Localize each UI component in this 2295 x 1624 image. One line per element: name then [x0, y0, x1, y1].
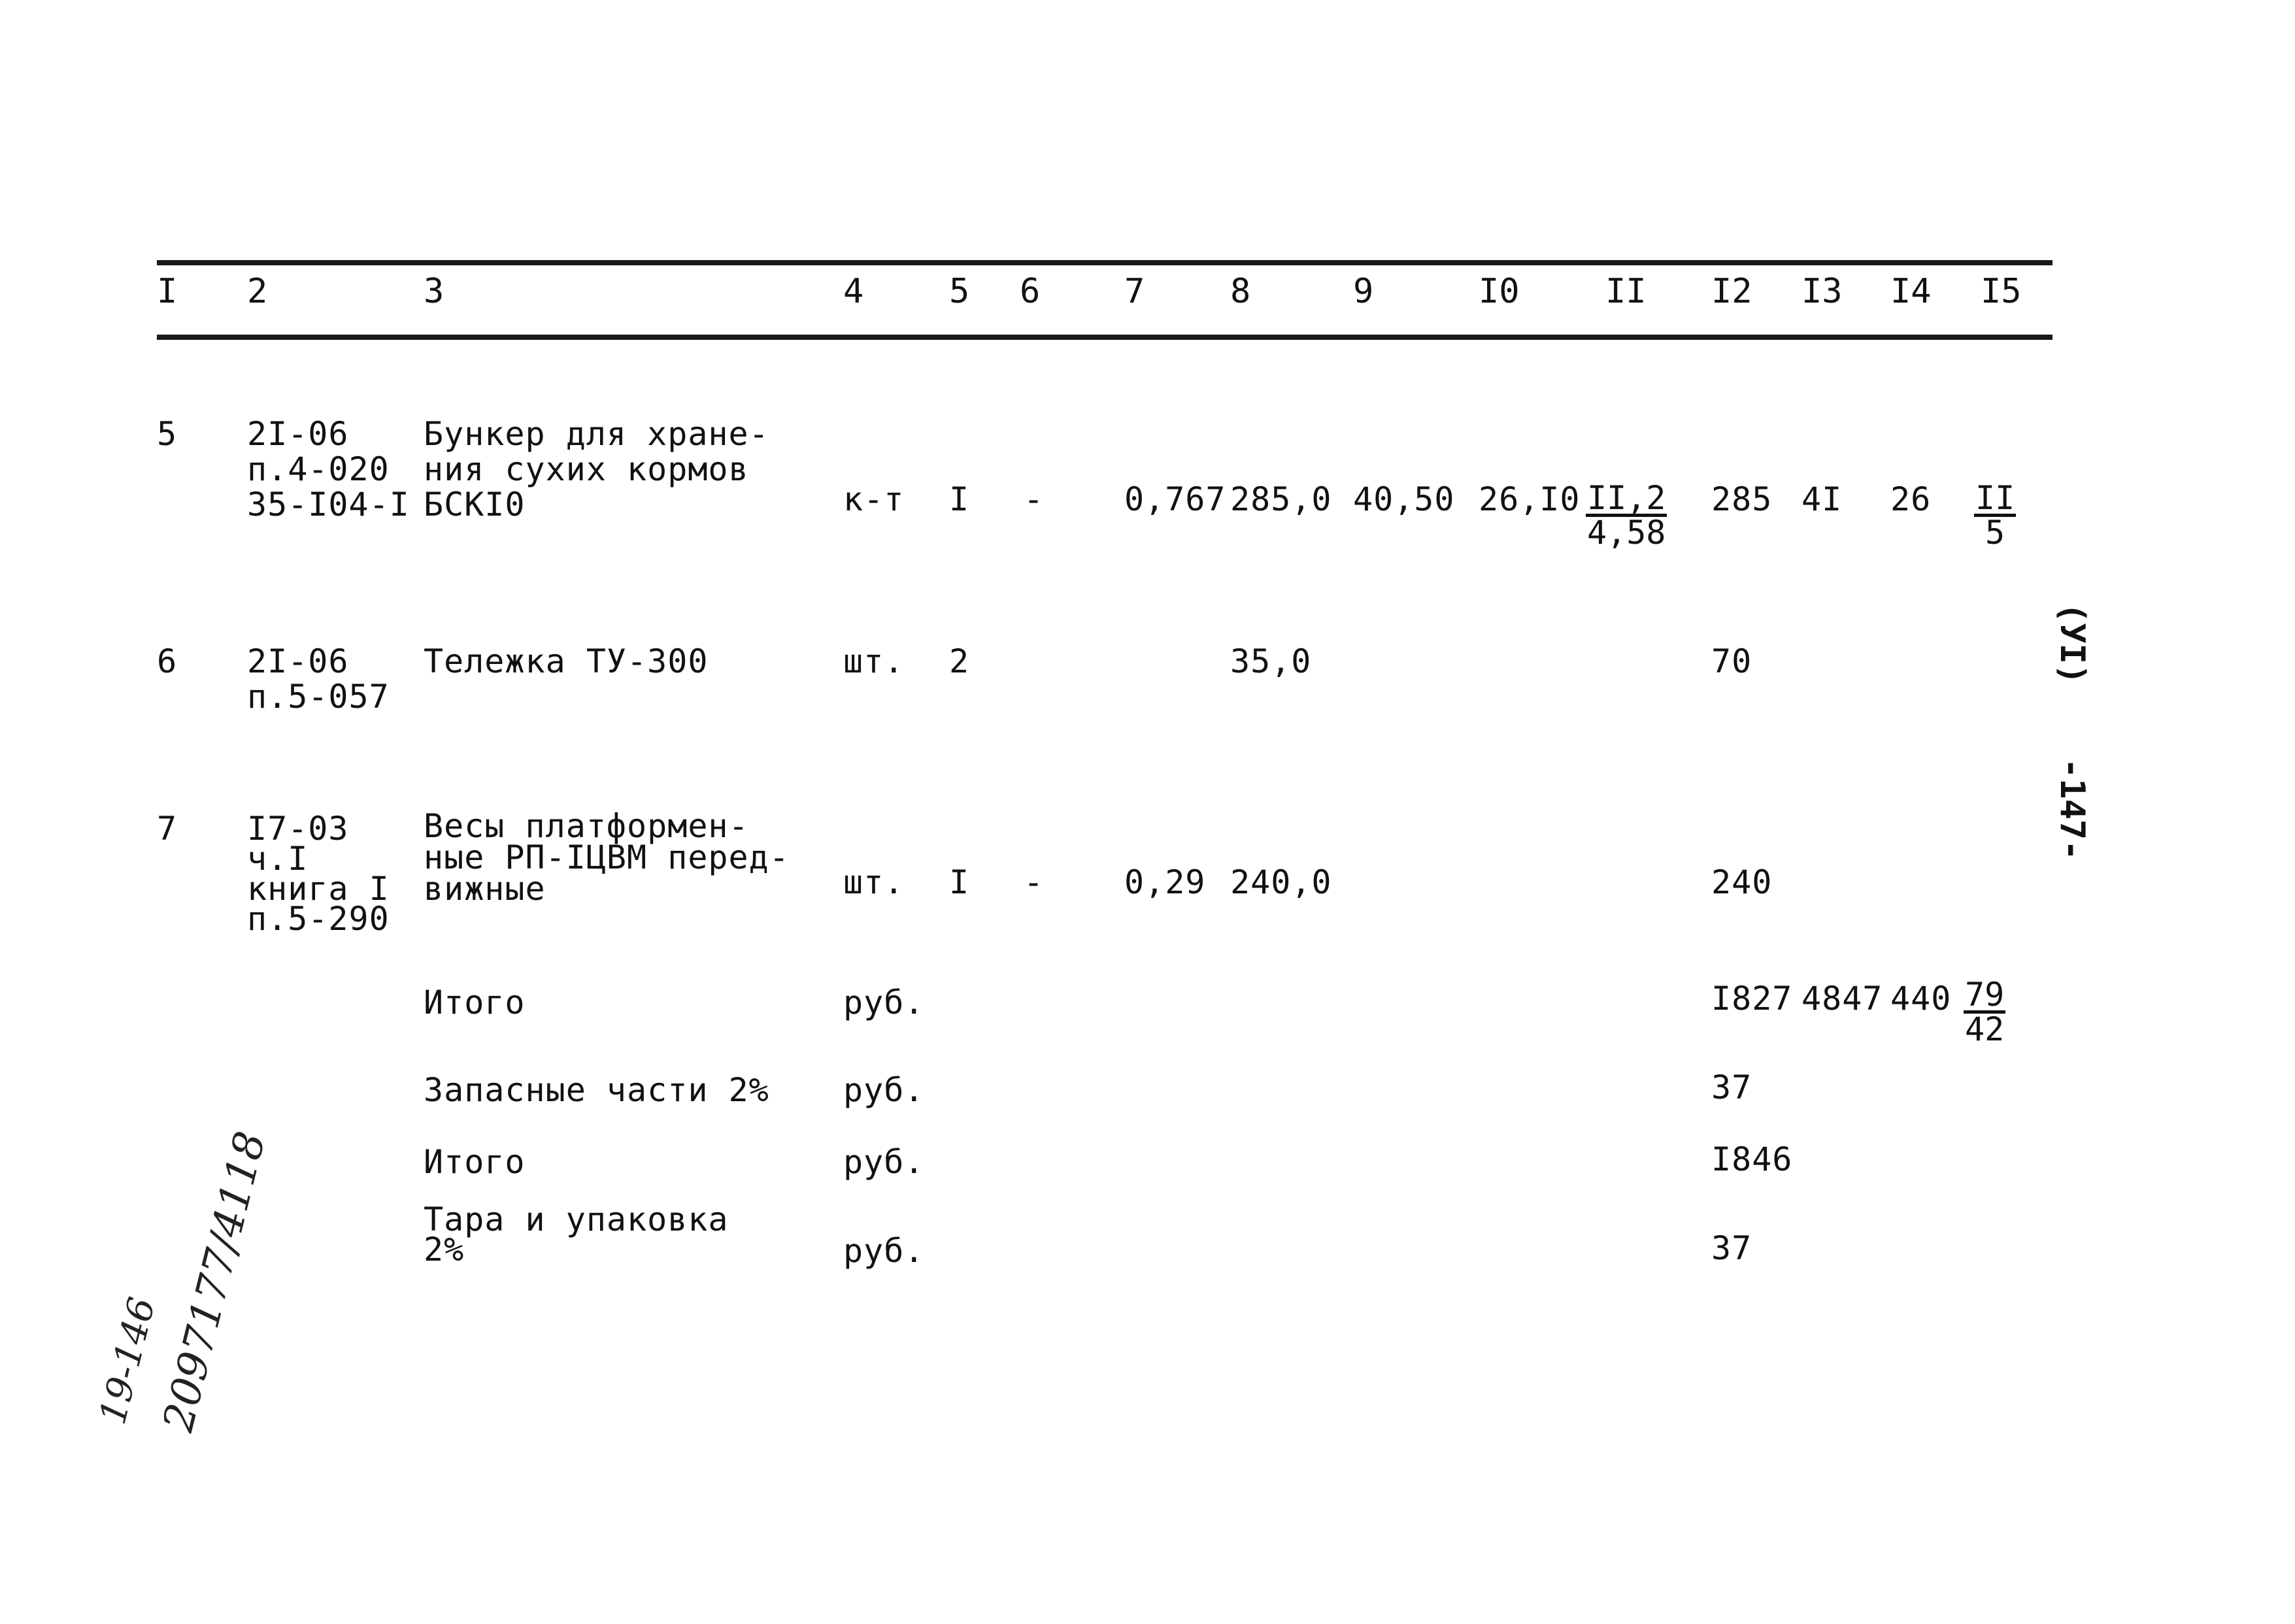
row-code-line: I7-03	[247, 810, 349, 848]
column-header-14: I4	[1890, 272, 1932, 311]
row-code-line: 35-I04-I	[247, 486, 410, 523]
total-label-continued: 2%	[424, 1231, 465, 1268]
row-code-line: п.5-057	[247, 678, 390, 716]
column-header-15: I5	[1981, 272, 2022, 311]
column-header-4: 4	[843, 272, 864, 311]
total-col12: I846	[1711, 1140, 1793, 1178]
row-name-line: БСКI0	[424, 486, 526, 523]
total-col12: I827	[1711, 980, 1793, 1018]
total-unit: руб.	[843, 1143, 925, 1181]
fraction-denominator: 5	[1985, 514, 2005, 552]
column-header-12: I2	[1711, 272, 1752, 311]
side-page-number: -147-	[2052, 758, 2092, 861]
total-label: Итого	[424, 1143, 526, 1181]
total-col15-fraction	[1964, 976, 2005, 1048]
row-col14: 26	[1890, 480, 1932, 518]
row-col8: 285,0	[1230, 480, 1332, 518]
row-name-line: Тележка ТУ-300	[424, 642, 709, 680]
row-code-line: книга I	[247, 870, 390, 908]
total-col12: 37	[1711, 1069, 1752, 1106]
row-quantity: 2	[949, 642, 970, 680]
total-col13: 4847	[1801, 980, 1883, 1018]
header-rule-bottom	[157, 335, 2052, 340]
row-col12: 240	[1711, 863, 1773, 901]
row-unit: шт.	[843, 642, 905, 680]
fraction-numerator: II	[1975, 479, 2015, 517]
total-col12: 37	[1711, 1229, 1752, 1267]
row-name-line: ния сухих кормов	[424, 450, 749, 488]
row-name-line: Весы платформен-	[424, 807, 749, 845]
column-header-9: 9	[1353, 272, 1374, 311]
column-header-3: 3	[424, 272, 444, 311]
total-unit: руб.	[843, 984, 925, 1021]
row-quantity: I	[949, 480, 970, 518]
column-header-13: I3	[1801, 272, 1843, 311]
fraction-numerator: 79	[1965, 976, 2005, 1014]
row-code-line: ч.I	[247, 840, 309, 878]
fraction-denominator: 4,58	[1587, 514, 1666, 552]
column-header-8: 8	[1230, 272, 1251, 311]
row-col6: -	[1024, 863, 1045, 901]
row-col7: 0,767	[1124, 480, 1226, 518]
row-number: 6	[157, 642, 178, 680]
row-col12: 285	[1711, 480, 1773, 518]
total-unit: руб.	[843, 1232, 925, 1270]
row-quantity: I	[949, 863, 970, 901]
column-header-1: I	[157, 272, 178, 311]
column-header-5: 5	[949, 272, 970, 311]
handwritten-note: 2097177/4118	[154, 1127, 276, 1436]
column-header-11: II	[1605, 272, 1647, 311]
row-col15-fraction	[1974, 479, 2016, 552]
row-col12: 70	[1711, 642, 1752, 680]
row-col7: 0,29	[1124, 863, 1206, 901]
header-rule-top	[157, 260, 2052, 265]
column-header-10: I0	[1479, 272, 1520, 311]
row-col8: 35,0	[1230, 642, 1312, 680]
row-code-line: 2I-06	[247, 415, 349, 453]
total-label: Тара и упаковка	[424, 1201, 729, 1238]
row-code-line: п.5-290	[247, 900, 390, 938]
handwritten-note: 19-146	[92, 1293, 164, 1429]
fraction-denominator: 42	[1965, 1010, 2005, 1048]
row-unit: шт.	[843, 863, 905, 901]
row-col10: 26,I0	[1479, 480, 1581, 518]
row-number: 5	[157, 415, 178, 453]
row-name-line: вижные	[424, 870, 546, 908]
total-unit: руб.	[843, 1071, 925, 1109]
row-col11-fraction	[1586, 479, 1667, 552]
total-col14: 440	[1890, 980, 1952, 1018]
column-header-2: 2	[247, 272, 268, 311]
fraction-numerator: II,2	[1587, 479, 1666, 517]
column-header-7: 7	[1124, 272, 1145, 311]
total-label: Итого	[424, 984, 526, 1021]
row-code-line: 2I-06	[247, 642, 349, 680]
total-label: Запасные части 2%	[424, 1071, 769, 1109]
row-unit: к-т	[843, 480, 905, 518]
row-name-line: ные РП-IЦВМ перед-	[424, 838, 790, 876]
row-col13: 4I	[1801, 480, 1843, 518]
column-header-6: 6	[1020, 272, 1041, 311]
side-code: (УI)	[2052, 603, 2092, 685]
row-col9: 40,50	[1353, 480, 1455, 518]
row-code-line: п.4-020	[247, 450, 390, 488]
row-col8: 240,0	[1230, 863, 1332, 901]
row-col6: -	[1024, 480, 1045, 518]
row-number: 7	[157, 810, 178, 848]
row-name-line: Бункер для хране-	[424, 415, 769, 453]
